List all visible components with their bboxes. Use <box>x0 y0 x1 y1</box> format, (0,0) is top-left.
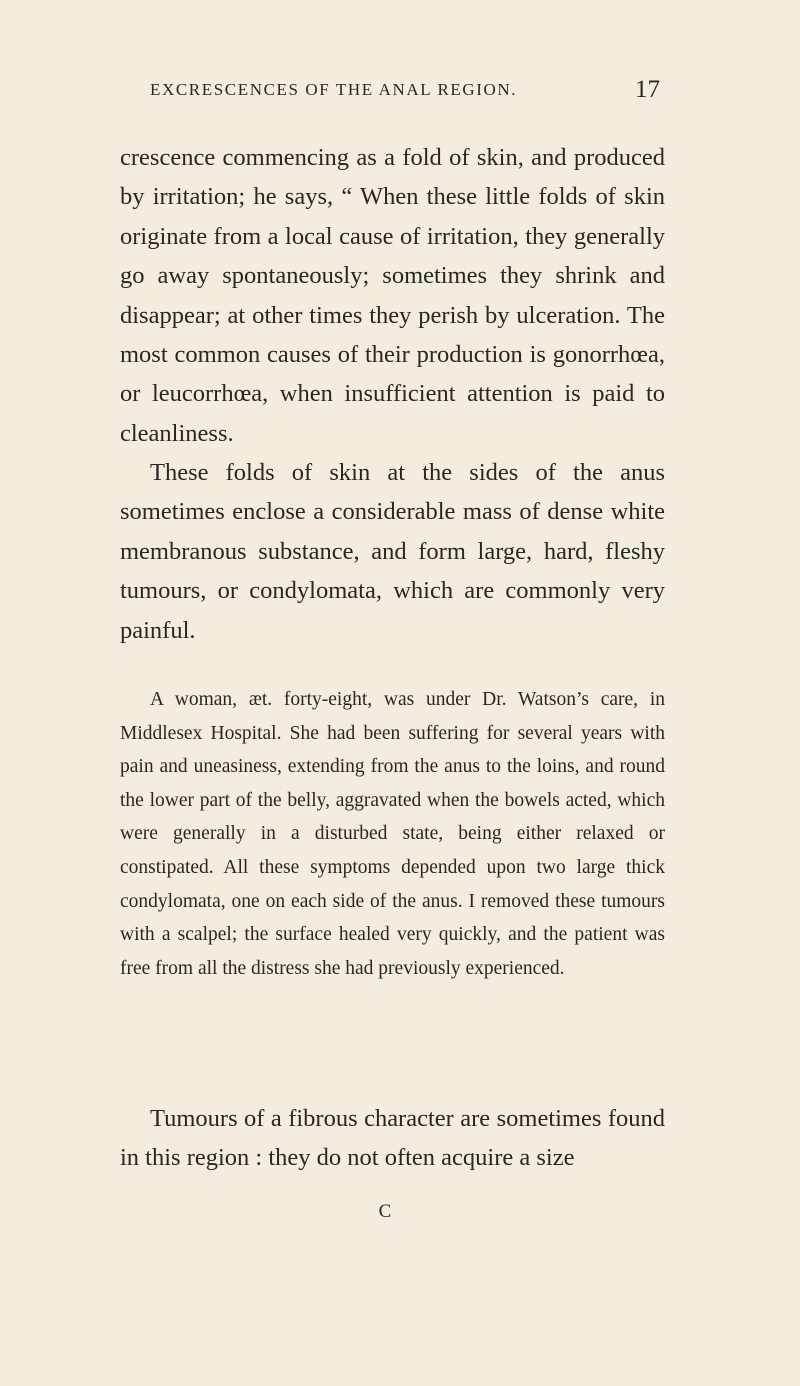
paragraph-fibrous-tumours: Tumours of a fibrous character are sometimes found in this region : they do not often acquire a size <box>120 1105 665 1172</box>
page-header <box>150 76 660 108</box>
signature-mark: C <box>378 1201 392 1222</box>
running-head: EXCRESCENCES OF THE ANAL REGION. <box>150 80 518 99</box>
page-number: 17 <box>635 76 660 103</box>
paragraph-continued: crescence commencing as a fold of skin, and produced by irritation; he says, “ When these little folds of skin originate from a local cause of irritation, they generally go away spontaneously; sometimes they shrink and disappear; at other times they perish by ulceration. The most common causes of their production is gonorrhœa, or leucorrhœa, when insufficient attention is paid to cleanliness. <box>120 144 665 447</box>
case-report: A woman, æt. forty-eight, was under Dr. Watson’s care, in Middlesex Hospital. She had been suffering for several years with pain and uneasiness, extending from the anus to the loins, and round the lower part of the belly, aggravated when the bowels acted, which were generally in a disturbed state, being either relaxed or constipated. All these symptoms depended upon two large thick condylomata, one on each side of the anus. I removed these tumours with a scalpel; the surface healed very quickly, and the patient was free from all the distress she had previously experienced. <box>120 689 665 979</box>
paragraph-condylomata: These folds of skin at the sides of the anus sometimes enclose a considerable mass of dense white membranous substance, and form large, hard, fleshy tumours, or condylomata, which are commonly very painful. <box>120 459 665 644</box>
